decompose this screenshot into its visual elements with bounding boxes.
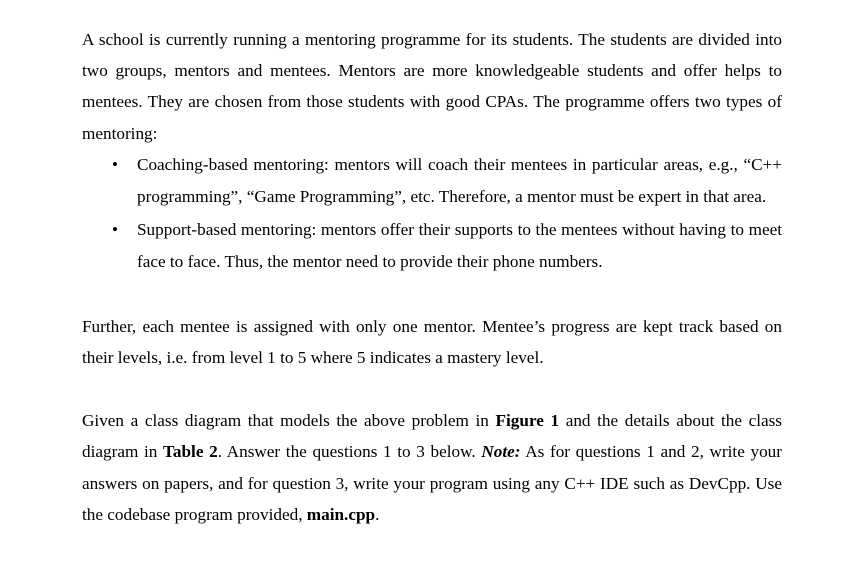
instructions-text: . [375,504,380,524]
instructions-text: . Answer the questions 1 to 3 below. [217,442,482,462]
intro-paragraph: A school is currently running a mentoring programme for its students. The students are divided into two groups, mentors and mentees. Mentors are more knowledgeable students and offer helps to mentees. They are chosen from those students with good CPAs. The programme offers two types of mentoring: [82,30,782,143]
bullet-text-support: Support-based mentoring: mentors offer their supports to the mentees without having to meet face to face. Thus, the mentor need to provide their phone numbers. [137,219,782,272]
mentoring-types-list [82,149,782,279]
list-item [82,149,782,214]
further-paragraph: Further, each mentee is assigned with only one mentor. Mentee’s progress are kept track based on their levels, i.e. from level 1 to 5 where 5 indicates a mastery level. [82,316,782,368]
document-body [82,24,782,530]
bullet-text-coaching: Coaching-based mentoring: mentors will coach their mentees in particular areas, e.g., “C++ programming”, “Game Programming”, etc. Therefore, a mentor must be expert in that area. [137,154,782,207]
table-reference: Table 2 [163,442,218,462]
figure-reference: Figure 1 [495,411,560,431]
list-item [82,214,782,279]
filename-reference: main.cpp [306,504,376,524]
instructions-paragraph [82,405,782,530]
bullet-icon: • [112,219,118,239]
instructions-text: As for questions 1 and 2, write your answers on papers, and for question 3, write your program using any C++ IDE such as DevCpp. Use the codebase program provided, [82,442,782,524]
note-label: Note: [481,442,521,462]
instructions-text: and the details about the class diagram in [82,411,782,462]
bullet-icon: • [112,154,118,174]
instructions-text: Given a class diagram that models the above problem in [82,411,496,431]
